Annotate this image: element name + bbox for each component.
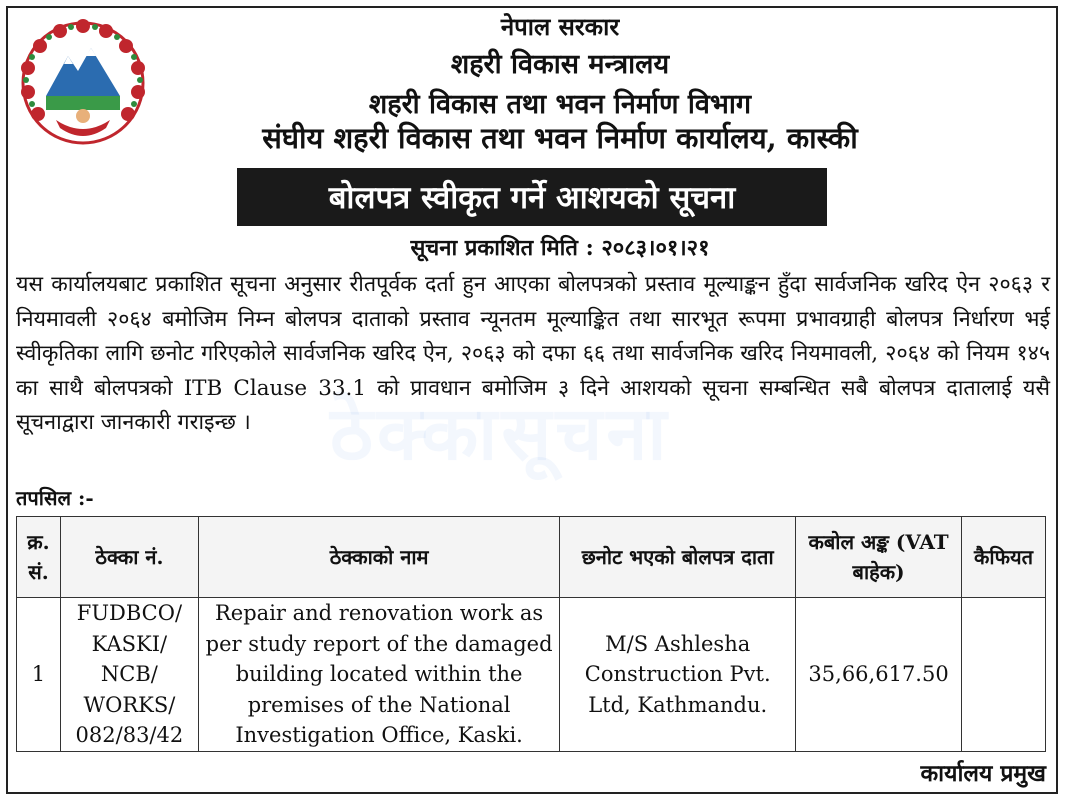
cell-contract-name: Repair and renovation work as per study report of the damaged building located within the premises of the National Investigation Office, Kaski. — [198, 598, 559, 752]
header-sn: क्र. सं. — [17, 517, 61, 598]
notice-title: बोलपत्र स्वीकृत गर्ने आशयको सूचना — [328, 180, 736, 216]
table-header-row — [17, 517, 1046, 598]
header-remarks: कैफियत — [962, 517, 1046, 598]
header-ministry: शहरी विकास मन्त्रालय — [450, 49, 670, 80]
nepal-government-emblem-icon — [16, 16, 150, 150]
publication-date: सूचना प्रकाशित मिति : २०८३।०१।२१ — [410, 235, 710, 261]
details-label: तपसिल :- — [16, 486, 94, 510]
cell-bidder: M/S Ashlesha Construction Pvt. Ltd, Kathmandu. — [560, 598, 796, 752]
watermark: ठेक्कासूचना — [330, 391, 671, 477]
cell-remarks — [962, 598, 1046, 752]
notice-body: यस कार्यालयबाट प्रकाशित सूचना अनुसार रीतपूर्वक दर्ता हुन आएका बोलपत्रको प्रस्ताव मूल्याङ्कन हुँदा सार्वजनिक खरिद ऐन २०६३ र नियमावली २०६४ बमोजिम निम्न बोलपत्र दाताको प्रस्ताव न्यूनतम मूल्याङ्कित तथा सारभूत रूपमा प्रभावग्राही बोलपत्र निर्धारण भई स्वीकृतिका लागि छनोट गरिएकोले सार्वजनिक खरिद ऐन, २०६३ को दफा ६६ तथा सार्वजनिक खरिद नियमावली, २०६४ को नियम १४५ का साथै बोलपत्रको ITB Clause 33.1 को प्रावधान बमोजिम ३ दिने आशयको सूचना सम्बन्धित सबै बोलपत्र दातालाई यसै सूचनाद्वारा जानकारी गराइन्छ । — [16, 272, 1050, 435]
signature-office-chief: कार्यालय प्रमुख — [920, 760, 1046, 787]
cell-contract-no: FUDBCO/ KASKI/ NCB/ WORKS/ 082/83/42 — [60, 598, 198, 752]
cell-amount: 35,66,617.50 — [796, 598, 962, 752]
header-department: शहरी विकास तथा भवन निर्माण विभाग — [368, 89, 752, 120]
table-row — [17, 598, 1046, 752]
header-amount: कबोल अङ्क (VAT बाहेक) — [796, 517, 962, 598]
header-office: संघीय शहरी विकास तथा भवन निर्माण कार्यालय, कास्की — [262, 121, 858, 155]
header-contract-name: ठेक्काको नाम — [198, 517, 559, 598]
bid-table — [16, 516, 1046, 752]
header-contract-no: ठेक्का नं. — [60, 517, 198, 598]
cell-sn: 1 — [17, 598, 61, 752]
notice-title-banner — [237, 168, 827, 226]
header-bidder: छनोट भएको बोलपत्र दाता — [560, 517, 796, 598]
header-government: नेपाल सरकार — [500, 12, 620, 41]
